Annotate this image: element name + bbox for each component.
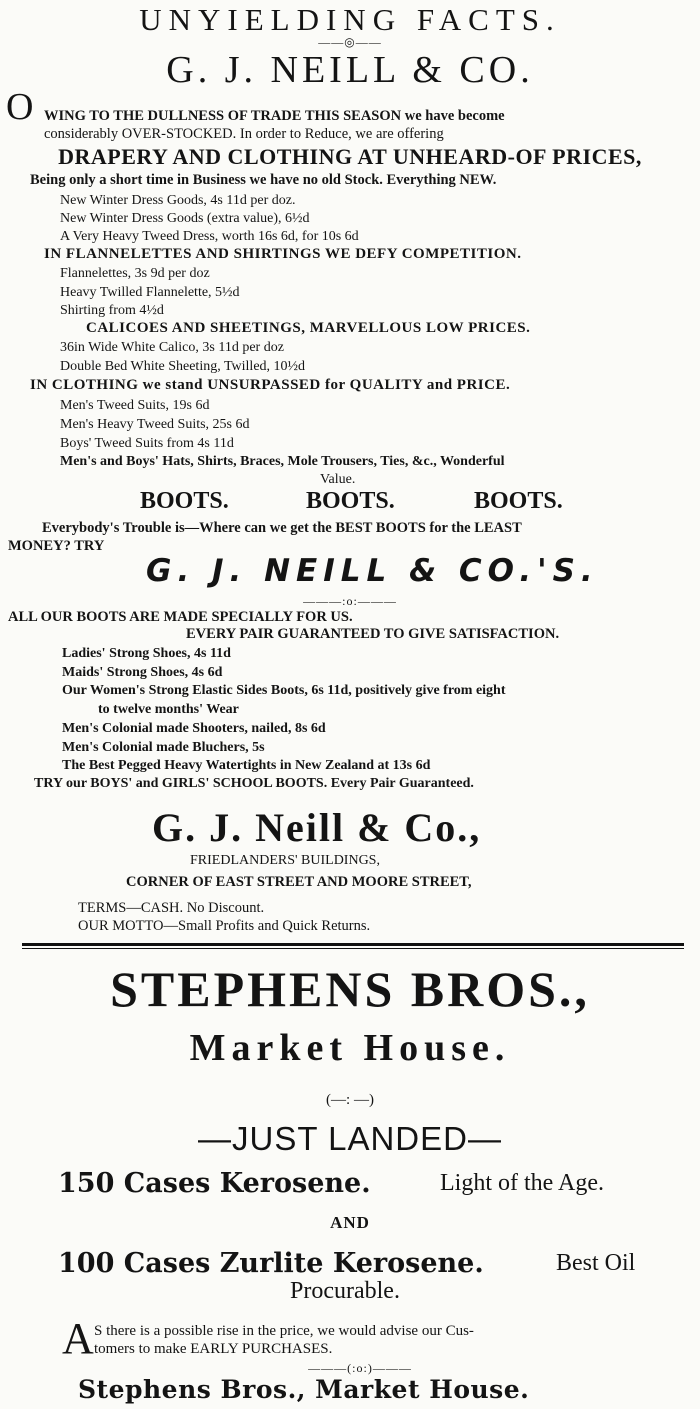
dress-item: New Winter Dress Goods, 4s 11d per doz. bbox=[60, 193, 296, 208]
guarantee-line: EVERY PAIR GUARANTEED TO GIVE SATISFACTION. bbox=[186, 626, 560, 642]
zurlite-tagline-continued: Procurable. bbox=[290, 1278, 400, 1304]
clothing-item: Men's Tweed Suits, 19s 6d bbox=[60, 398, 210, 413]
notice-line-1: S there is a possible rise in the price, we would advise our Cus- bbox=[94, 1323, 474, 1339]
flannel-item: Heavy Twilled Flannelette, 5½d bbox=[60, 285, 240, 300]
notice-drop-cap: A bbox=[62, 1314, 94, 1363]
boot-item: Our Women's Strong Elastic Sides Boots, 6s 11d, positively give from eight bbox=[62, 683, 506, 698]
flannel-item: Flannelettes, 3s 9d per doz bbox=[60, 266, 210, 281]
firm-name-header: G. J. NEILL & CO. bbox=[166, 49, 534, 91]
boots-word: BOOTS. bbox=[306, 488, 395, 514]
neill-italic-logo: G. J. NEILL & CO.'S. bbox=[146, 553, 599, 589]
just-landed-heading: —JUST LANDED— bbox=[198, 1120, 502, 1157]
clothing-item-continued: Value. bbox=[320, 472, 356, 487]
terms-line: TERMS—CASH. No Discount. bbox=[78, 900, 265, 916]
kerosene-offer: 150 Cases Kerosene. bbox=[58, 1168, 371, 1199]
boot-item: Men's Colonial made Bluchers, 5s bbox=[62, 740, 265, 755]
stephens-title: STEPHENS BROS., bbox=[110, 961, 590, 1017]
school-boots-line: TRY our BOYS' and GIRLS' SCHOOL BOOTS. Every Pair Guaranteed. bbox=[34, 776, 474, 791]
clothing-item: Men's and Boys' Hats, Shirts, Braces, Mole Trousers, Ties, &c., Wonderful bbox=[60, 454, 505, 469]
section-divider bbox=[22, 943, 684, 946]
trouble-line-1: Everybody's Trouble is—Where can we get the BEST BOOTS for the LEAST bbox=[42, 520, 522, 536]
zurlite-offer: 100 Cases Zurlite Kerosene. bbox=[58, 1248, 484, 1279]
firm-signature: G. J. Neill & Co., bbox=[152, 805, 482, 850]
boot-item: Maids' Strong Shoes, 4s 6d bbox=[62, 665, 223, 680]
clothing-item: Men's Heavy Tweed Suits, 25s 6d bbox=[60, 417, 250, 432]
clothing-heading: IN CLOTHING we stand UNSURPASSED for QUALITY and PRICE. bbox=[30, 377, 511, 393]
all-boots-line: ALL OUR BOOTS ARE MADE SPECIALLY FOR US. bbox=[8, 609, 353, 625]
address-line-1: FRIEDLANDERS' BUILDINGS, bbox=[190, 853, 380, 868]
boots-word: BOOTS. bbox=[140, 488, 229, 514]
zurlite-tagline: Best Oil bbox=[556, 1250, 636, 1276]
stephens-signature: Stephens Bros., Market House. bbox=[78, 1375, 530, 1404]
boot-item-continued: to twelve months' Wear bbox=[98, 702, 239, 717]
intro-drop-cap: O bbox=[6, 86, 34, 128]
dress-item: New Winter Dress Goods (extra value), 6½d bbox=[60, 211, 310, 226]
stephens-ornament: (—: —) bbox=[326, 1092, 374, 1108]
separator: ———:o:——— bbox=[303, 594, 397, 608]
stephens-advertisement bbox=[0, 948, 700, 1409]
notice-line-2: tomers to make EARLY PURCHASES. bbox=[94, 1341, 333, 1357]
dress-item: A Very Heavy Tweed Dress, worth 16s 6d, for 10s 6d bbox=[60, 229, 359, 244]
trouble-line-2: MONEY? TRY bbox=[8, 538, 105, 554]
boots-word: BOOTS. bbox=[474, 488, 563, 514]
clothing-item: Boys' Tweed Suits from 4s 11d bbox=[60, 436, 234, 451]
boot-item: Men's Colonial made Shooters, nailed, 8s 6d bbox=[62, 721, 326, 736]
and-connector: AND bbox=[330, 1213, 370, 1232]
address-line-2: CORNER OF EAST STREET AND MOORE STREET, bbox=[126, 874, 472, 890]
intro-line-1: WING TO THE DULLNESS OF TRADE THIS SEASON we have become bbox=[44, 108, 505, 124]
flannel-item: Shirting from 4½d bbox=[60, 303, 164, 318]
boot-item: Ladies' Strong Shoes, 4s 11d bbox=[62, 646, 231, 661]
motto-line: OUR MOTTO—Small Profits and Quick Returns. bbox=[78, 918, 371, 934]
stephens-separator: ———(:o:)——— bbox=[308, 1361, 412, 1375]
flannelettes-heading: IN FLANNELETTES AND SHIRTINGS WE DEFY COMPETITION. bbox=[44, 246, 522, 262]
headline-ornament: ——◎—— bbox=[318, 35, 382, 49]
calicoes-heading: CALICOES AND SHEETINGS, MARVELLOUS LOW PRICES. bbox=[86, 320, 531, 336]
new-stock-line: Being only a short time in Business we have no old Stock. Everything NEW. bbox=[30, 172, 497, 188]
intro-line-2: considerably OVER-STOCKED. In order to Reduce, we are offering bbox=[44, 126, 444, 142]
market-house-subtitle: Market House. bbox=[189, 1027, 511, 1069]
calico-item: 36in Wide White Calico, 3s 11d per doz bbox=[60, 340, 284, 355]
kerosene-tagline: Light of the Age. bbox=[440, 1170, 604, 1196]
headline: UNYIELDING FACTS. bbox=[139, 2, 561, 37]
boot-item: The Best Pegged Heavy Watertights in New Zealand at 13s 6d bbox=[62, 758, 431, 773]
drapery-heading: DRAPERY AND CLOTHING AT UNHEARD-OF PRICES, bbox=[58, 144, 642, 169]
calico-item: Double Bed White Sheeting, Twilled, 10½d bbox=[60, 359, 306, 374]
